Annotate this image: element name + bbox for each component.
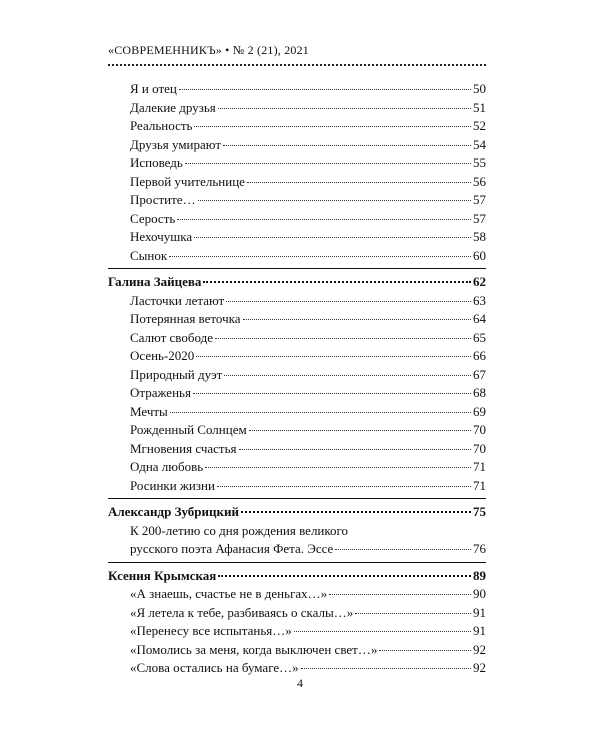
entry-title: «Я летела к тебе, разбиваясь о скалы…» [130,604,354,620]
entry-page-number: 57 [473,192,486,207]
toc-entry[interactable] [108,329,486,348]
toc-entry[interactable] [108,310,486,329]
header-dotted-rule [108,64,486,66]
entry-page-number: 55 [473,155,486,170]
toc-author-row[interactable] [108,567,486,586]
dot-leader [185,163,471,164]
entry-page-number: 57 [473,210,486,226]
toc-entry[interactable] [108,659,486,678]
dot-leader [249,430,471,431]
running-header: «СОВРЕМЕННИКЪ» • № 2 (21), 2021 [108,43,309,57]
toc-entry[interactable] [108,366,486,385]
entry-title: Реальность [130,118,193,133]
toc-entry[interactable] [108,99,486,118]
toc-entry[interactable] [108,228,486,247]
entry-page-number: 71 [473,477,486,493]
author-page-number: 89 [473,567,486,583]
entry-title: «Помолись за меня, когда выключен свет…» [130,641,378,657]
entry-title: Мгновения счастья [130,440,237,456]
entry-title: «Слова остались на бумаге…» [130,660,299,675]
toc-entry[interactable] [108,117,486,136]
toc-entry[interactable] [108,540,486,559]
page-number: 4 [297,676,303,690]
entry-page-number: 67 [473,366,486,382]
dot-leader [329,594,471,595]
author-name: Ксения Крымская [108,567,217,583]
dot-leader [205,467,471,468]
entry-title: Отраженья [130,385,191,400]
author-name: Александр Зубрицкий [108,504,239,519]
entry-page-number: 52 [473,118,486,133]
toc-entry[interactable] [108,80,486,99]
entry-title: Исповедь [130,155,183,170]
entry-title: Ласточки летают [130,292,225,308]
dot-leader [169,256,471,257]
entry-title: «А знаешь, счастье не в деньгах…» [130,586,328,601]
entry-page-number: 91 [473,623,486,638]
author-page-number: 62 [473,274,486,289]
dot-leader [194,237,471,238]
toc-entry[interactable] [108,604,486,623]
entry-title: Простите… [130,192,196,207]
toc-entry[interactable] [108,641,486,660]
entry-title: Далекие друзья [130,99,216,115]
entry-title: Первой учительнице [130,173,245,189]
toc-entry[interactable] [108,154,486,173]
toc-entry[interactable] [108,403,486,422]
entry-title: русского поэта Афанасия Фета. Эссе [130,541,334,556]
entry-page-number: 92 [473,660,486,675]
dot-leader [301,668,471,669]
entry-page-number: 70 [473,422,486,437]
toc-author-row[interactable] [108,273,486,292]
dot-leader [224,375,471,376]
dot-leader [243,319,472,320]
dot-leader [239,449,471,450]
entry-page-number: 50 [473,81,486,96]
entry-title: Потерянная веточка [130,311,241,326]
entry-page-number: 58 [473,229,486,244]
toc-entry[interactable] [108,173,486,192]
entry-page-number: 65 [473,329,486,345]
entry-page-number: 54 [473,136,486,152]
toc-author-row[interactable] [108,503,486,522]
entry-page-number: 70 [473,440,486,456]
toc-entry[interactable] [108,421,486,440]
entry-page-number: 64 [473,311,486,326]
entry-title: Осень-2020 [130,348,195,363]
dot-leader [215,338,471,339]
entry-title: Серость [130,210,176,226]
entry-page-number: 92 [473,641,486,657]
dot-leader [223,145,471,146]
toc-entry[interactable] [108,622,486,641]
toc-entry[interactable] [108,458,486,477]
entry-title: Мечты [130,403,168,419]
entry-page-number: 71 [473,459,486,474]
section-divider [108,562,486,563]
entry-page-number: 76 [473,541,486,556]
dot-leader [226,301,471,302]
entry-title: Природный дуэт [130,366,223,382]
entry-title: К 200-летию со дня рождения великого [130,522,349,538]
entry-page-number: 63 [473,292,486,308]
entry-title: Сынок [130,247,168,263]
entry-page-number: 66 [473,348,486,363]
entry-page-number: 68 [473,385,486,400]
section-divider [108,268,486,269]
toc-entry[interactable] [108,210,486,229]
dot-leader [355,613,471,614]
dot-leader [294,631,471,632]
toc-entry[interactable] [108,522,486,541]
dot-leader [179,89,471,90]
dot-leader [335,549,471,550]
toc-entry[interactable] [108,347,486,366]
toc-entry[interactable] [108,384,486,403]
entry-page-number: 91 [473,604,486,620]
dot-leader [379,650,471,651]
entry-title: Я и отец [130,81,177,96]
entry-page-number: 60 [473,247,486,263]
entry-page-number: 90 [473,586,486,601]
toc-entry[interactable] [108,292,486,311]
entry-title: Рожденный Солнцем [130,422,247,437]
entry-page-number: 51 [473,99,486,115]
entry-title: «Перенесу все испытанья…» [130,623,292,638]
entry-title: Друзья умирают [130,136,221,152]
section-divider [108,498,486,499]
dot-leader [241,511,471,513]
dot-leader [194,126,471,127]
toc-entry[interactable] [108,191,486,210]
toc-entry[interactable] [108,440,486,459]
dot-leader [193,393,471,394]
dot-leader [170,412,471,413]
dot-leader [217,486,471,487]
entry-page-number: 56 [473,173,486,189]
entry-title: Одна любовь [130,459,204,474]
author-page-number: 75 [473,504,486,519]
dot-leader [218,575,471,577]
entry-page-number: 69 [473,403,486,419]
toc-entry[interactable] [108,247,486,266]
dot-leader [196,356,471,357]
dot-leader [198,200,471,201]
entry-title: Салют свободе [130,329,213,345]
toc-entry[interactable] [108,585,486,604]
dot-leader [177,219,471,220]
dot-leader [203,281,471,283]
toc-entry[interactable] [108,477,486,496]
entry-title: Росинки жизни [130,477,215,493]
toc-entry[interactable] [108,136,486,155]
entry-title: Нехочушка [130,229,193,244]
author-name: Галина Зайцева [108,274,202,289]
dot-leader [218,108,471,109]
dot-leader [247,182,471,183]
table-of-contents [108,80,486,678]
